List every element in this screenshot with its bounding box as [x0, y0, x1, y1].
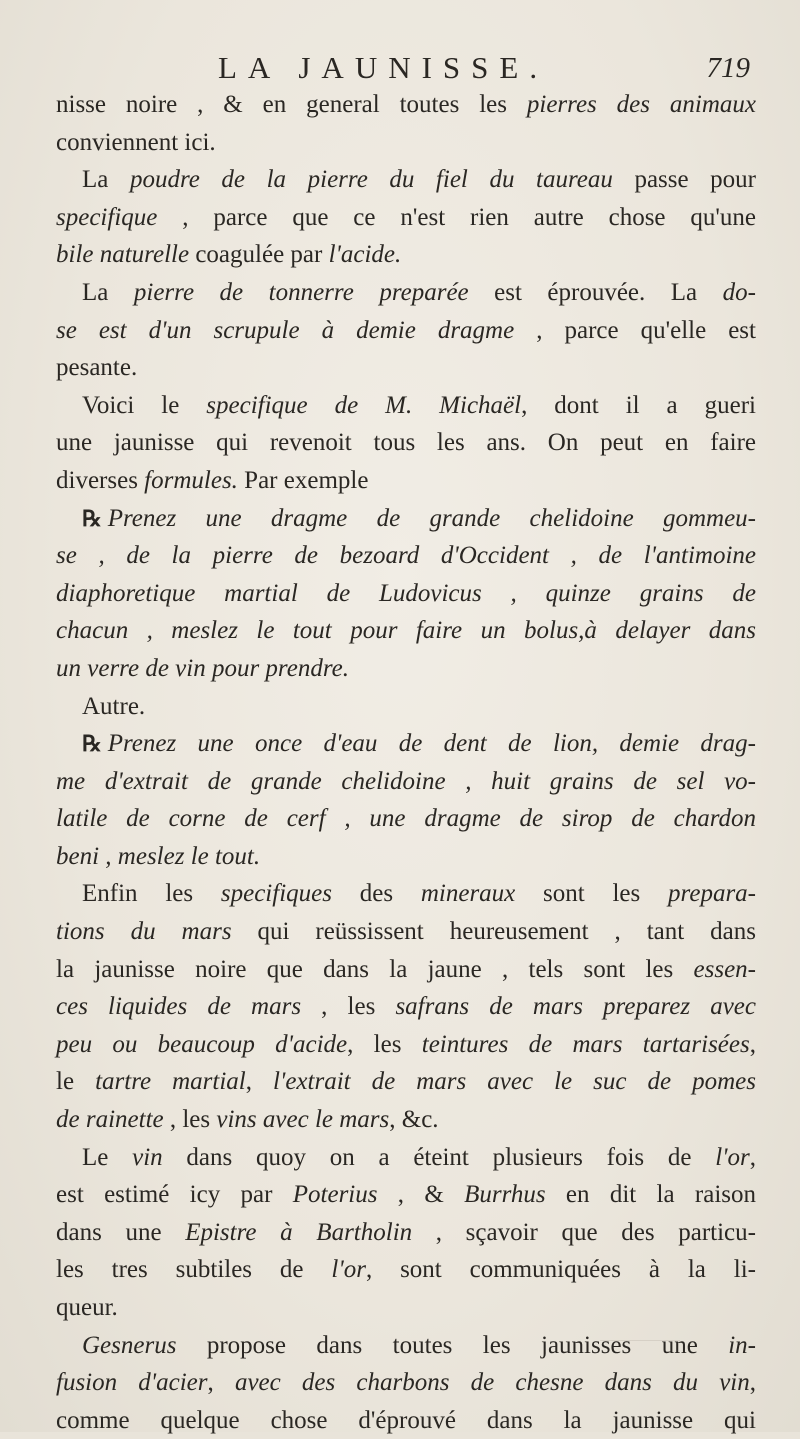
recipe-line: se , de la pierre de bezoard d'Occident , de l'antimoine: [56, 542, 756, 570]
text-line: les tres subtiles de l'or, sont communiquées à la li-: [56, 1256, 756, 1284]
recipe-symbol: ℞: [82, 731, 102, 757]
text-line: nisse noire , & en general toutes les pierres des animaux: [56, 91, 756, 118]
text-line: Voici le specifique de M. Michaël, dont il a gueri: [82, 391, 756, 419]
text-line: est estimé icy par Poterius , & Burrhus en dit la raison: [56, 1181, 756, 1209]
recipe-line: latile de corne de cerf , une dragme de sirop de chardon: [56, 805, 756, 833]
text-line: tions du mars qui reüssissent heureusement , tant dans: [56, 918, 756, 946]
text-line: dans une Epistre à Bartholin , sçavoir que des particu-: [56, 1218, 756, 1246]
text-line: ces liquides de mars , les safrans de mars preparez avec: [56, 993, 756, 1021]
page-header: [60, 50, 750, 86]
text-line: queur.: [56, 1294, 118, 1321]
text-line: conviennent ici.: [56, 128, 216, 156]
page-number: 719: [706, 52, 750, 84]
text-line: Autre.: [82, 692, 146, 720]
text-line: comme quelque chose d'éprouvé dans la jaunisse qui: [56, 1406, 756, 1434]
recipe-line: chacun , meslez le tout pour faire un bolus,à delayer dans: [56, 617, 756, 645]
text-line: La pierre de tonnerre preparée est éprouvée. La do-: [82, 278, 756, 306]
text-line: Gesnerus propose dans toutes les jaunisses une in-: [82, 1331, 756, 1359]
text-line: de rainette , les vins avec le mars, &c.: [56, 1106, 439, 1134]
recipe-line: un verre de vin pour prendre.: [56, 654, 349, 682]
text-line: La poudre de la pierre du fiel du taureau passe pour: [82, 166, 757, 194]
recipe-line: beni , meslez le tout.: [56, 842, 261, 870]
text-line: fusion d'acier, avec des charbons de chesne dans du vin,: [56, 1369, 756, 1397]
text-line: une jaunisse qui revenoit tous les ans. On peut en faire: [56, 429, 756, 457]
body-text: [56, 86, 756, 1439]
text-line: se est d'un scrupule à demie dragme , parce qu'elle est: [56, 316, 756, 344]
text-line: le tartre martial, l'extrait de mars avec le suc de pomes: [56, 1068, 757, 1096]
text-line: pesante.: [56, 354, 138, 382]
text-line: la jaunisse noire que dans la jaune , tels sont les essen-: [56, 955, 756, 983]
text-line: peu ou beaucoup d'acide, les teintures de mars tartarisées,: [56, 1030, 756, 1058]
text-line: bile naturelle coagulée par l'acide.: [56, 241, 402, 269]
text-line: Le vin dans quoy on a éteint plusieurs fois de l'or,: [82, 1143, 756, 1171]
recipe-line: diaphoretique martial de Ludovicus , quinze grains de: [56, 579, 756, 607]
text-line: diverses formules. Par exemple: [56, 466, 369, 494]
text-line: Enfin les specifiques des mineraux sont les prepara-: [82, 880, 756, 908]
recipe-line: ℞ Prenez une once d'eau de dent de lion, demie drag-: [82, 730, 756, 758]
recipe-line: ℞ Prenez une dragme de grande chelidoine gommeu-: [82, 504, 756, 532]
recipe-line: me d'extrait de grande chelidoine , huit grains de sel vo-: [56, 767, 756, 795]
running-head: LA JAUNISSE.: [218, 50, 549, 85]
recipe-symbol: ℞: [82, 505, 102, 531]
text-line: specifique , parce que ce n'est rien autre chose qu'une: [56, 203, 756, 231]
paper-mark: [600, 1300, 680, 1341]
